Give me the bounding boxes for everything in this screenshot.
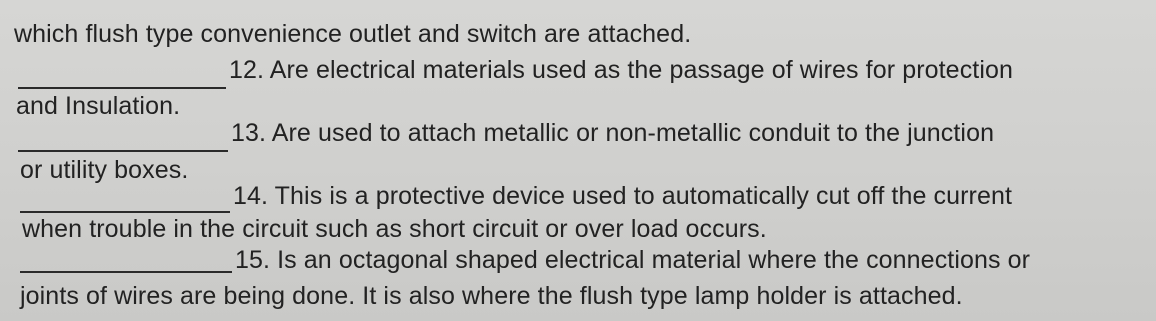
question-text-12: Are electrical materials used as the passage of wires for protection <box>269 56 1013 84</box>
question-14-line1 <box>233 181 1012 211</box>
question-number-15: 15. <box>235 246 271 274</box>
question-text-15: Is an octagonal shaped electrical material where the connections or <box>277 246 1031 274</box>
question-12-line1 <box>229 55 1013 85</box>
previous-item-continuation: which flush type convenience outlet and switch are attached. <box>14 20 692 48</box>
question-13-line2: or utility boxes. <box>20 156 189 184</box>
question-15-line2: joints of wires are being done. It is also where the flush type lamp holder is attached. <box>20 282 963 310</box>
question-15-line1 <box>235 245 1030 275</box>
question-number-13: 13. <box>231 119 267 147</box>
answer-blank-14[interactable] <box>20 211 230 213</box>
question-12-line2: and Insulation. <box>16 92 181 120</box>
answer-blank-15[interactable] <box>20 271 232 273</box>
question-14-line2: when trouble in the circuit such as short circuit or over load occurs. <box>22 215 767 243</box>
answer-blank-12[interactable] <box>18 87 226 89</box>
question-13-line1 <box>231 118 994 148</box>
question-text-13: Are used to attach metallic or non-metallic conduit to the junction <box>271 119 995 147</box>
question-number-14: 14. <box>233 182 269 210</box>
question-text-14: This is a protective device used to automatically cut off the current <box>274 182 1013 210</box>
answer-blank-13[interactable] <box>18 150 228 152</box>
question-number-12: 12. <box>229 56 265 84</box>
